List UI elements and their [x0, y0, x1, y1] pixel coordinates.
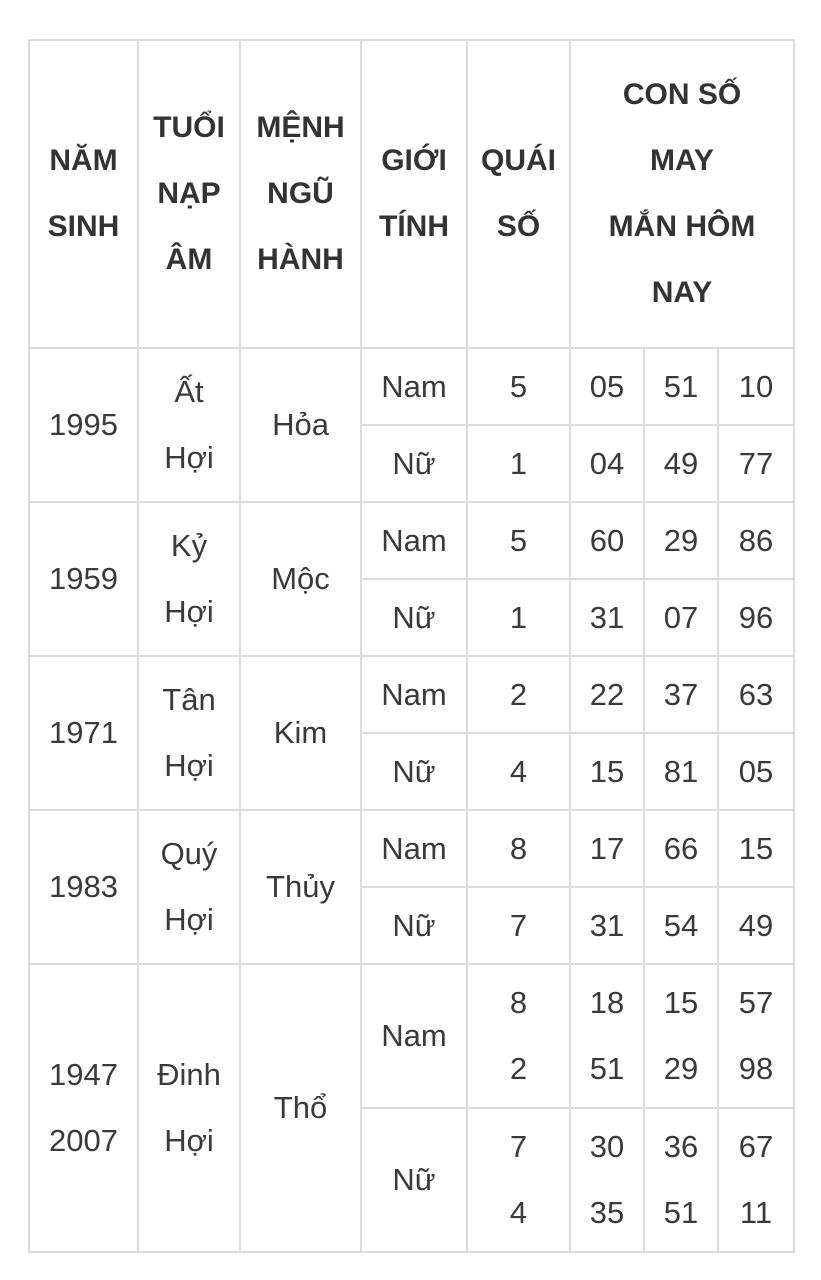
header-line: ÂM	[165, 243, 213, 276]
quai-so-value: 7	[509, 907, 528, 943]
lucky-number-cell	[718, 656, 794, 733]
lucky-number: 11	[739, 1195, 773, 1230]
quai-so-value: 7	[509, 1129, 528, 1164]
lucky-number-cell	[718, 887, 794, 964]
lucky-number-cell	[644, 733, 718, 810]
menh-ngu-hanh-cell: Thổ	[240, 964, 361, 1252]
quai-so-cell	[467, 502, 570, 579]
header-line: NAY	[651, 276, 713, 309]
birth-year: 1983	[49, 869, 118, 904]
gioi-tinh-cell: Nam	[361, 964, 467, 1108]
menh-ngu-hanh-cell: Thủy	[240, 810, 361, 964]
lucky-number: 60	[589, 522, 625, 558]
lucky-number-cell	[644, 1108, 718, 1252]
tuoi-nap-am-text: Ất	[174, 374, 204, 409]
menh-ngu-hanh-cell: Kim	[240, 656, 361, 810]
lucky-number: 96	[738, 599, 774, 635]
header-line: NĂM	[49, 144, 118, 177]
header-row	[29, 40, 794, 348]
lucky-number-cell	[718, 1108, 794, 1252]
lucky-number: 63	[738, 676, 774, 712]
lucky-numbers-table	[28, 39, 795, 1253]
header-line: MẮN HÔM	[608, 210, 756, 243]
lucky-number-cell	[570, 502, 644, 579]
tuoi-nap-am-cell	[138, 810, 240, 964]
tuoi-nap-am-text: Hợi	[164, 440, 214, 475]
lucky-number-cell	[644, 964, 718, 1108]
lucky-number-cell	[570, 425, 644, 502]
quai-so-value: 2	[509, 1051, 528, 1086]
lucky-number: 35	[589, 1195, 625, 1230]
lucky-number: 05	[738, 753, 774, 789]
lucky-number: 67	[738, 1129, 774, 1164]
lucky-number-cell	[644, 348, 718, 425]
header-line: MỆNH	[256, 111, 345, 144]
tuoi-nap-am-text: Hợi	[164, 748, 214, 783]
table-row	[29, 810, 794, 887]
quai-so-cell	[467, 425, 570, 502]
birth-year-cell	[29, 964, 138, 1252]
table-body	[29, 348, 794, 1252]
lucky-number-cell	[718, 348, 794, 425]
quai-so-value: 8	[509, 830, 528, 866]
birth-year: 1995	[49, 407, 118, 442]
quai-so-cell	[467, 964, 570, 1108]
lucky-number-cell	[644, 502, 718, 579]
gioi-tinh-cell: Nam	[361, 656, 467, 733]
lucky-number: 10	[738, 368, 774, 404]
lucky-number: 15	[589, 753, 625, 789]
birth-year: 1947	[49, 1057, 118, 1092]
tuoi-nap-am-text: Kỷ	[170, 528, 208, 563]
lucky-number: 77	[738, 445, 774, 481]
header-line: NGŨ	[267, 177, 334, 210]
quai-so-value: 5	[509, 522, 528, 558]
tuoi-nap-am-cell	[138, 348, 240, 502]
lucky-number: 54	[663, 907, 699, 943]
header-quai-so	[467, 40, 570, 348]
lucky-number: 51	[589, 1051, 625, 1086]
birth-year-cell	[29, 502, 138, 656]
quai-so-value: 1	[509, 445, 528, 481]
header-line: TUỔI	[153, 111, 225, 144]
quai-so-cell	[467, 348, 570, 425]
gioi-tinh-cell: Nữ	[361, 733, 467, 810]
quai-so-cell	[467, 579, 570, 656]
quai-so-value: 8	[509, 985, 528, 1020]
quai-so-value: 4	[509, 753, 528, 789]
lucky-number-cell	[644, 579, 718, 656]
birth-year: 1959	[49, 561, 118, 596]
lucky-number: 36	[663, 1129, 699, 1164]
lucky-number-cell	[718, 810, 794, 887]
lucky-number: 51	[663, 368, 699, 404]
header-nam-sinh	[29, 40, 138, 348]
header-line: SỐ	[496, 210, 541, 243]
lucky-number: 04	[589, 445, 625, 481]
tuoi-nap-am-cell	[138, 502, 240, 656]
table-row	[29, 964, 794, 1108]
tuoi-nap-am-cell	[138, 656, 240, 810]
lucky-number-cell	[570, 656, 644, 733]
header-gioi-tinh	[361, 40, 467, 348]
lucky-number: 30	[589, 1129, 625, 1164]
lucky-number: 15	[663, 985, 699, 1020]
tuoi-nap-am-text: Đinh	[157, 1057, 221, 1092]
lucky-number: 49	[738, 907, 774, 943]
lucky-number-cell	[570, 579, 644, 656]
lucky-number: 17	[589, 830, 625, 866]
lucky-number: 18	[589, 985, 625, 1020]
birth-year: 1971	[49, 715, 118, 750]
header-line: QUÁI	[481, 144, 556, 177]
lucky-number: 81	[663, 753, 699, 789]
header-line: HÀNH	[257, 243, 344, 276]
header-line: CON SỐ	[622, 78, 742, 111]
lucky-number-cell	[570, 1108, 644, 1252]
tuoi-nap-am-text: Hợi	[164, 594, 214, 629]
quai-so-cell	[467, 733, 570, 810]
header-tuoi-nap-am	[138, 40, 240, 348]
lucky-number-cell	[718, 579, 794, 656]
header-con-so-may-man	[570, 40, 794, 348]
tuoi-nap-am-text: Hợi	[164, 1123, 214, 1158]
lucky-number-cell	[570, 348, 644, 425]
table-row	[29, 502, 794, 579]
lucky-number: 07	[663, 599, 699, 635]
lucky-number: 86	[738, 522, 774, 558]
lucky-number-cell	[570, 887, 644, 964]
birth-year: 2007	[49, 1123, 118, 1158]
gioi-tinh-cell: Nữ	[361, 579, 467, 656]
lucky-number-cell	[570, 964, 644, 1108]
lucky-number-cell	[718, 425, 794, 502]
quai-so-cell	[467, 1108, 570, 1252]
gioi-tinh-cell: Nam	[361, 502, 467, 579]
lucky-number: 31	[589, 907, 625, 943]
lucky-number-cell	[570, 810, 644, 887]
tuoi-nap-am-text: Tân	[162, 682, 216, 717]
lucky-number-cell	[570, 733, 644, 810]
header-line: SINH	[47, 210, 120, 243]
gioi-tinh-cell: Nam	[361, 810, 467, 887]
lucky-number: 98	[738, 1051, 774, 1086]
quai-so-value: 2	[509, 676, 528, 712]
quai-so-cell	[467, 810, 570, 887]
tuoi-nap-am-text: Quý	[160, 836, 218, 871]
menh-ngu-hanh-cell: Hỏa	[240, 348, 361, 502]
birth-year-cell	[29, 348, 138, 502]
quai-so-value: 4	[509, 1195, 528, 1230]
lucky-number: 49	[663, 445, 699, 481]
tuoi-nap-am-cell	[138, 964, 240, 1252]
lucky-number: 29	[663, 522, 699, 558]
header-line: TÍNH	[379, 210, 449, 243]
table-row	[29, 348, 794, 425]
lucky-number: 57	[738, 985, 774, 1020]
header-menh-ngu-hanh	[240, 40, 361, 348]
lucky-number-cell	[718, 733, 794, 810]
birth-year-cell	[29, 656, 138, 810]
header-line: GIỚI	[381, 144, 447, 177]
lucky-number-cell	[718, 964, 794, 1108]
quai-so-value: 1	[509, 599, 528, 635]
header-line: MAY	[650, 144, 714, 177]
lucky-number: 29	[663, 1051, 699, 1086]
lucky-number: 22	[589, 676, 625, 712]
quai-so-cell	[467, 887, 570, 964]
gioi-tinh-cell: Nam	[361, 348, 467, 425]
lucky-number: 05	[589, 368, 625, 404]
lucky-number-cell	[644, 810, 718, 887]
lucky-number-cell	[718, 502, 794, 579]
lucky-number-cell	[644, 887, 718, 964]
menh-ngu-hanh-cell: Mộc	[240, 502, 361, 656]
lucky-number: 37	[663, 676, 699, 712]
header-line: NẠP	[157, 177, 221, 210]
gioi-tinh-cell: Nữ	[361, 1108, 467, 1252]
tuoi-nap-am-text: Hợi	[164, 902, 214, 937]
lucky-number-cell	[644, 425, 718, 502]
lucky-number-cell	[644, 656, 718, 733]
lucky-number: 51	[663, 1195, 699, 1230]
lucky-number: 15	[738, 830, 774, 866]
gioi-tinh-cell: Nữ	[361, 425, 467, 502]
table-row	[29, 656, 794, 733]
gioi-tinh-cell: Nữ	[361, 887, 467, 964]
birth-year-cell	[29, 810, 138, 964]
quai-so-value: 5	[509, 368, 528, 404]
lucky-number: 31	[589, 599, 625, 635]
lucky-number: 66	[663, 830, 699, 866]
quai-so-cell	[467, 656, 570, 733]
